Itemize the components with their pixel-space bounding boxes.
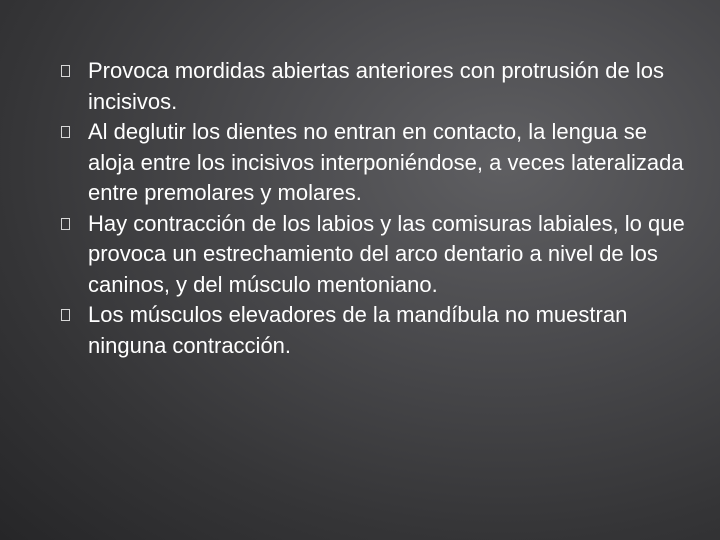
- bullet-item: [58, 56, 698, 117]
- bullet-list: [58, 56, 698, 361]
- box-bullet-icon: [61, 126, 70, 138]
- box-bullet-icon: [61, 309, 70, 321]
- bullet-text: Hay contracción de los labios y las comisuras labiales, lo que provoca un estrechamiento del arco dentario a nivel de los caninos, y del músculo mentoniano.: [88, 210, 685, 297]
- box-bullet-icon: [61, 218, 70, 230]
- bullet-item: [58, 117, 698, 209]
- bullet-text: Al deglutir los dientes no entran en contacto, la lengua se aloja entre los incisivos interponiéndose, a veces lateralizada entre premolares y molares.: [88, 119, 684, 205]
- bullet-text: Los músculos elevadores de la mandíbula no muestran ninguna contracción.: [88, 302, 628, 358]
- bullet-text: Provoca mordidas abiertas anteriores con protrusión de los incisivos.: [88, 58, 664, 114]
- bullet-item: [58, 300, 698, 361]
- slide-content: [58, 56, 698, 361]
- box-bullet-icon: [61, 65, 70, 77]
- bullet-item: [58, 209, 698, 301]
